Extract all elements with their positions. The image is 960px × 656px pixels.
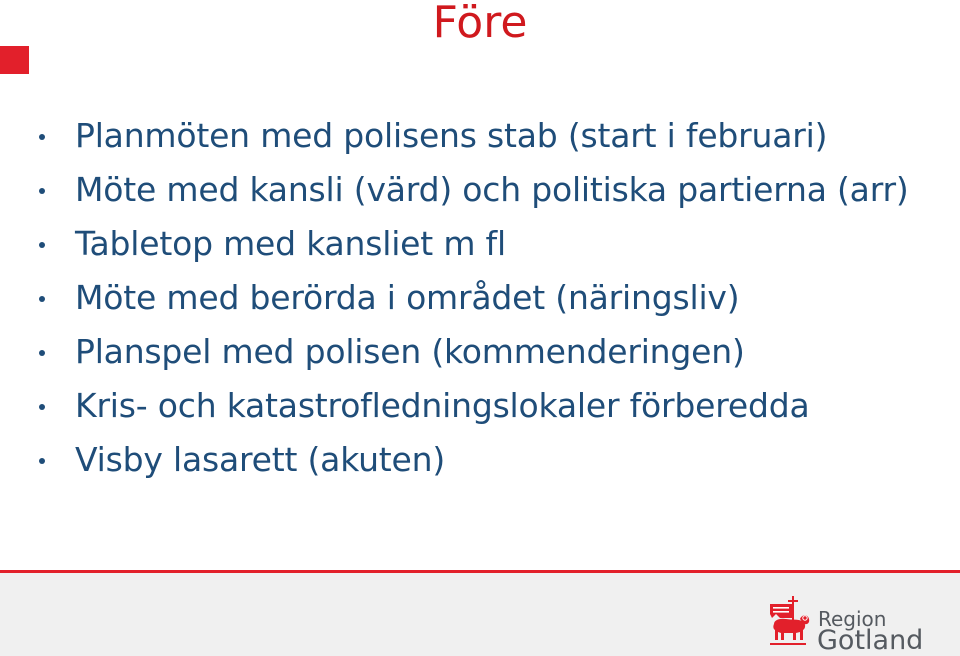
bullet-text: Kris- och katastrofledningslokaler förberedda — [75, 386, 810, 425]
bullet-text: Tabletop med kansliet m fl — [75, 224, 506, 263]
bullet-icon — [39, 134, 45, 140]
bullet-icon — [39, 296, 45, 302]
ram-emblem-icon — [766, 594, 812, 650]
bullet-text: Planspel med polisen (kommenderingen) — [75, 332, 745, 371]
bullet-list — [0, 109, 909, 487]
list-item — [0, 109, 909, 163]
bullet-icon — [39, 242, 45, 248]
accent-marker — [0, 46, 29, 74]
bullet-icon — [39, 458, 45, 464]
logo-text-gotland: Gotland — [817, 625, 924, 656]
list-item — [0, 163, 909, 217]
footer-divider — [0, 570, 960, 573]
bullet-icon — [39, 404, 45, 410]
slide-title: Före — [432, 0, 528, 48]
list-item — [0, 379, 909, 433]
bullet-text: Planmöten med polisens stab (start i februari) — [75, 116, 828, 155]
region-gotland-logo — [766, 594, 926, 654]
list-item — [0, 217, 909, 271]
bullet-text: Visby lasarett (akuten) — [75, 440, 446, 479]
slide-footer — [0, 570, 960, 656]
bullet-icon — [39, 350, 45, 356]
bullet-icon — [39, 188, 45, 194]
bullet-text: Möte med kansli (värd) och politiska partierna (arr) — [75, 170, 909, 209]
bullet-text: Möte med berörda i området (näringsliv) — [75, 278, 740, 317]
logo-text-region: Region — [818, 607, 887, 631]
list-item — [0, 433, 909, 487]
list-item — [0, 325, 909, 379]
list-item — [0, 271, 909, 325]
